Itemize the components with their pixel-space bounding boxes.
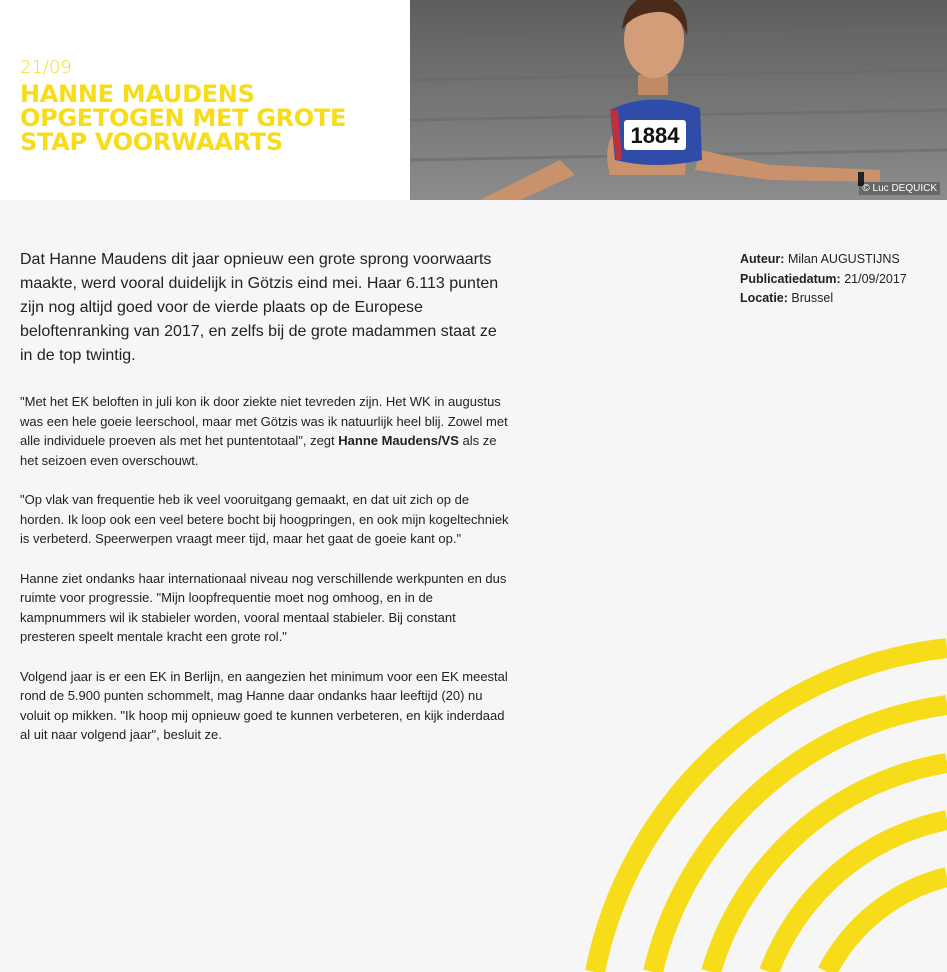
paragraph-1-text: "Met het EK beloften in juli kon ik door ziekte niet tevreden zijn. Het WK in augustus was een hele goeie leerschool, maar met Götzis was ik natuurlijk heel blij. Zowel met alle individuele proeven als met het puntentotaal", zegt (20, 394, 508, 448)
article-paragraphs (20, 392, 510, 765)
paragraph-1-tail: als ze het seizoen even overschouwt. (20, 433, 497, 468)
meta-pubdate (740, 270, 907, 290)
meta-author-value: Milan AUGUSTIJNS (787, 252, 900, 266)
meta-pubdate-value: 21/09/2017 (844, 271, 907, 286)
article-body (0, 200, 947, 772)
decorative-arcs (560, 620, 947, 972)
athlete-photo-illustration (410, 0, 947, 200)
bib-number: 1884 (630, 123, 680, 148)
meta-location-label: Locatie: (740, 291, 788, 305)
article-paragraph-4: Volgend jaar is er een EK in Berlijn, en aangezien het minimum voor een EK meestal rond de 5.900 punten schommelt, mag Hanne daar ondanks haar leeftijd (20) nu voluit op mikken. "Ik hoop mij opnieuw goed te kunnen verbeteren, en kijk inderdaad al uit naar volgend jaar", besluit ze. (20, 668, 508, 742)
article-paragraph-1 (20, 392, 510, 470)
header-text (20, 58, 400, 154)
article-header (0, 0, 947, 200)
meta-location (740, 289, 907, 309)
article-meta (740, 250, 907, 309)
article-intro: Dat Hanne Maudens dit jaar opnieuw een grote sprong voorwaarts maakte, werd vooral duidelijk in Götzis eind mei. Haar 6.113 punten zijn nog altijd goed voor de vierde plaats op de Europese beloftenranking van 2017, en zelfs bij de grote madammen staat ze in de top twintig. (20, 251, 499, 364)
meta-pubdate-label: Publicatiedatum: (740, 271, 841, 286)
meta-author (740, 250, 907, 270)
article-paragraph-2: "Op vlak van frequentie heb ik veel vooruitgang gemaakt, en dat uit zich op de horden. Ik loop ook een veel betere bocht bij hoogpringen, en ook mijn kogeltechniek is verbeterd. Speerwerpen vraagt meer tijd, maar het gaat de goeie kant op." (20, 492, 509, 546)
article-title: HANNE MAUDENS OPGETOGEN MET GROTE STAP VOORWAARTS (20, 80, 347, 156)
meta-location-value: Brussel (791, 291, 834, 305)
photo-credit: © Luc DEQUICK (859, 182, 940, 195)
athlete-name: Hanne Maudens/VS (338, 433, 459, 448)
article-photo (410, 0, 947, 200)
article-paragraph-3: Hanne ziet ondanks haar internationaal niveau nog verschillende werkpunten en dus ruimte voor progressie. "Mijn loopfrequentie moet nog omhoog, en in de kampnummers wil ik stabieler worden, vooral mentaal stabieler. Bij constant presteren speelt mentale kracht een grote rol." (20, 570, 507, 644)
article-date: 21/09 (20, 57, 72, 78)
meta-author-label: Auteur: (740, 252, 785, 266)
